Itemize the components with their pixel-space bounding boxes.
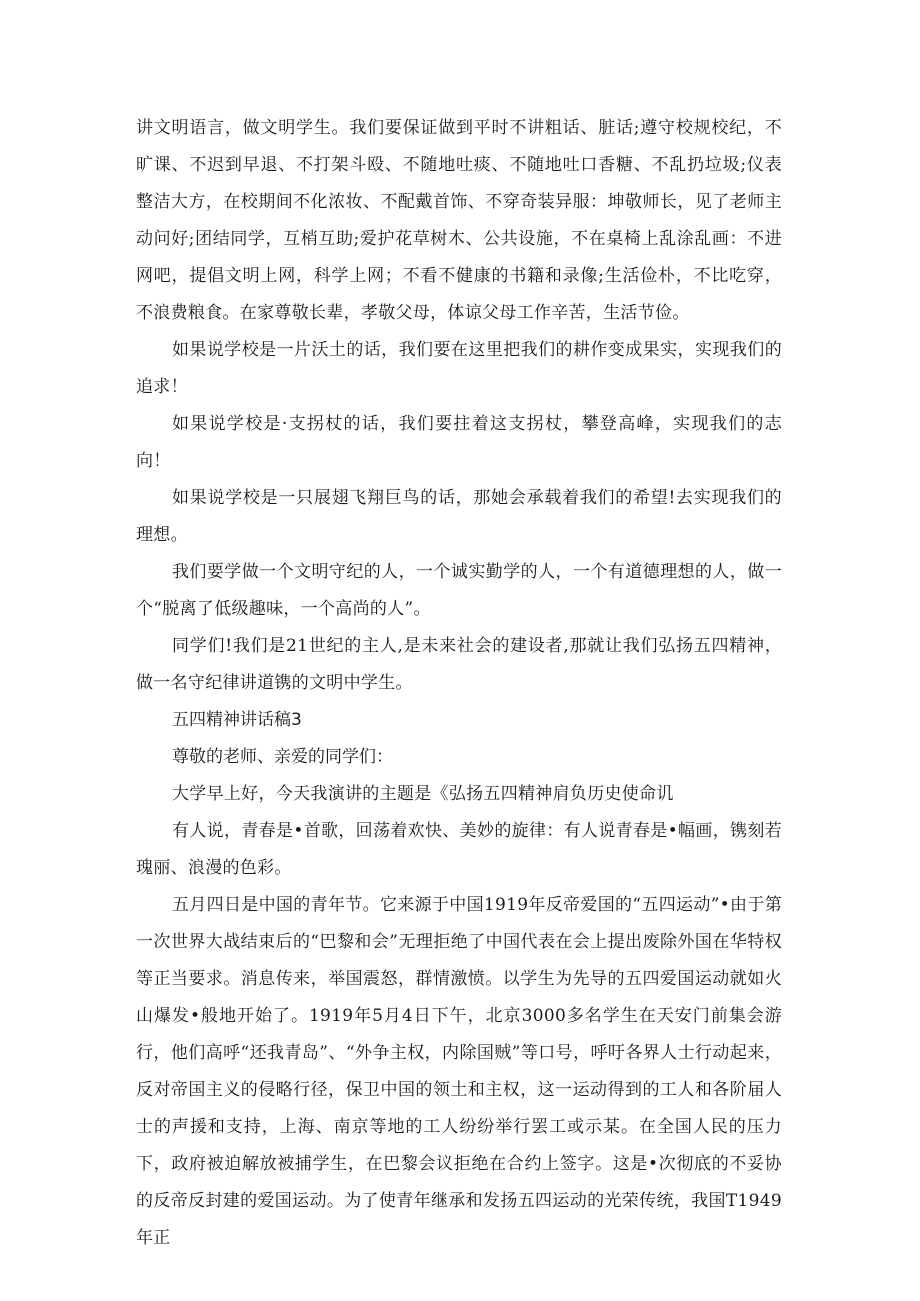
paragraph-fertile-soil: 如果说学校是一片沃土的话，我们要在这里把我们的耕作变成果实，实现我们的追求！ [136, 340, 782, 397]
paragraph-greeting: 大学早上好，今天我演讲的主题是《弘扬五四精神肩负历史使命讥 [172, 784, 674, 804]
document-body [136, 110, 782, 1257]
paragraph-youth: 有人说，青春是•首歌，回荡着欢快、美妙的旋律：有人说青春是•幅画，镌刻若瑰丽、浪漫的色彩。 [136, 821, 782, 878]
section-title: 五四精神讲话稿3 [172, 710, 302, 730]
paragraph-giant-bird: 如果说学校是一只展翅飞翔巨鸟的话，那她会承载着我们的希望!去实现我们的理想。 [136, 488, 782, 545]
paragraph-may-fourth-history: 五月四日是中国的青年节。它来源于中国1919年反帝爱国的“五四运动”•由于第一次世界大战结束后的“巴黎和会”无理拒绝了中国代表在会上提出废除外国在华特权等正当要求。消息传来，举国震怒，群情激愤。以学生为先导的五四爱国运动就如火山爆发•般地开始了。1919年5月4日下午，北京3000多名学生在天安门前集会游行，他们高呼“还我青岛”、“外争主权，内除国贼”等口号，呼吁各界人士行动起来，反对帝国主义的侵略行径，保卫中国的领土和主权，这一运动得到的工人和各阶届人士的声援和支持，上海、南京等地的工人纷纷举行罢工或示某。在全国人民的压力下，政府被迫解放被捕学生，在巴黎会议拒绝在合约上签字。这是•次彻底的不妥协的反帝反封建的爱国运动。为了使青年继承和发扬五四运动的光荣传统，我国T1949年正 [136, 895, 782, 1248]
paragraph-21st-century: 同学们!我们是21世纪的主人,是未来社会的建设者,那就让我们弘扬五四精神，做一名守纪律讲道镌的文明中学生。 [136, 636, 782, 693]
paragraph-civility: 讲文明语言，做文明学生。我们要保证做到平时不讲粗话、脏话;遵守校规校纪，不旷课、不迟到早退、不打架斗殴、不随地吐痰、不随地吐口香糖、不乱扔垃圾;仪表整洁大方，在校期间不化浓妆、不配戴首饰、不穿奇装异服：坤敬师长，见了老师主动问好;团结同学，互梢互助;爱护花草树木、公共设施，不在桌椅上乱涂乱画：不进网吧，提倡文明上网，科学上网；不看不健康的书籍和录像;生活俭朴，不比吃穿，不浪费粮食。在家尊敬长辈，孝敬父母，体谅父母工作辛苦，生活节俭。 [136, 118, 782, 323]
paragraph-crutch: 如果说学校是·支拐杖的话，我们要拄着这支拐杖，攀登高峰，实现我们的志向！ [136, 414, 782, 471]
paragraph-noble-person: 我们要学做一个文明守纪的人，一个诚实勤学的人，一个有道德理想的人，做一个“脱离了低级趣味，一个高尚的人”。 [136, 562, 782, 619]
salutation: 尊敬的老师、亲爱的同学们： [172, 747, 393, 767]
